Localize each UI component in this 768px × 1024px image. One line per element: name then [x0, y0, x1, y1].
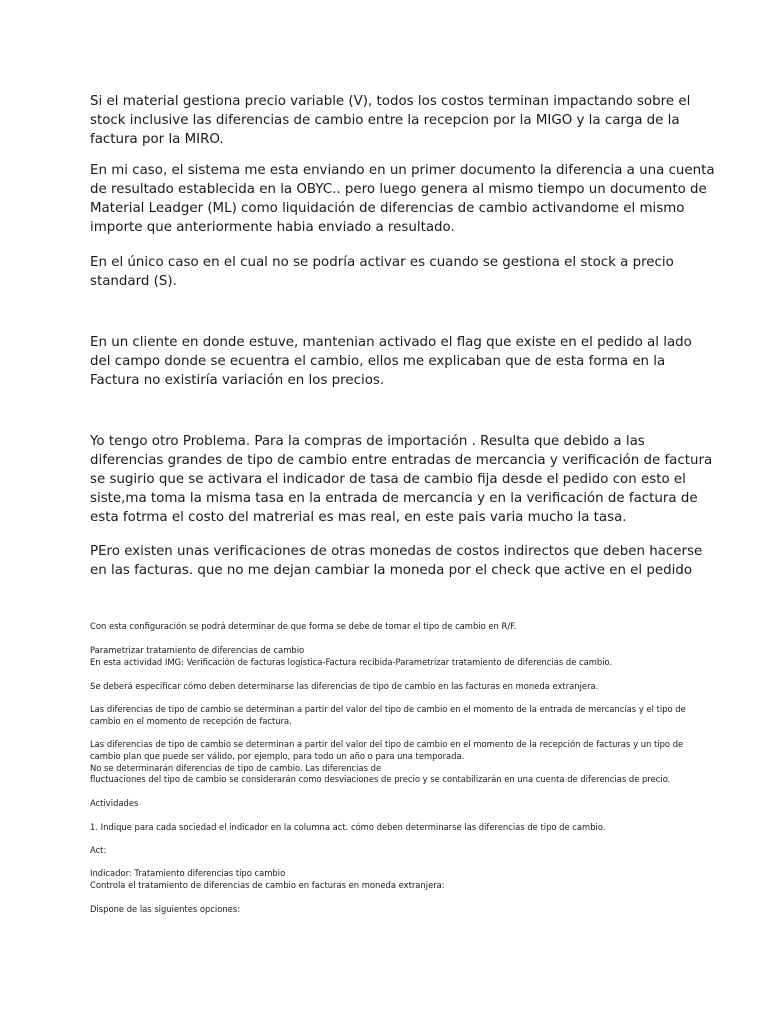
text-line: Las diferencias de tipo de cambio se determinan a partir del valor del tipo de cambio en el momento de la recepción de facturas y un tipo de [90, 739, 684, 749]
text-line: Controla el tratamiento de diferencias de cambio en facturas en moneda extranjera: [90, 879, 445, 890]
note-indique [90, 822, 690, 834]
note-entrada-mercancias [90, 704, 690, 728]
label-act [90, 845, 690, 857]
text-line: Material Leadger (ML) como liquidación de diferencias de cambio activandome el mismo [90, 201, 685, 216]
note-parametrizar [90, 645, 690, 669]
text-line: En el único caso en el cual no se podría activar es cuando se gestiona el stock a precio [90, 255, 674, 270]
text-line: Se deberá especificar cómo deben determinarse las diferencias de tipo de cambio en las facturas en moneda extranjera. [90, 681, 599, 691]
text-line: esta fotrma el costo del matrerial es mas real, en este pais varia mucho la tasa. [90, 510, 627, 525]
note-configuracion [90, 621, 690, 633]
text-line: se sugirio que se activara el indicador de tasa de cambio fija desde el pedido con esto el [90, 472, 686, 487]
paragraph-otro-problema [90, 432, 713, 527]
text-line: Si el material gestiona precio variable (V), todos los costos terminan impactando sobre el [90, 94, 691, 109]
text-line: cambio en el momento de recepción de factura. [90, 715, 292, 726]
text-line: fluctuaciones del tipo de cambio se considerarán como desviaciones de precio y se contabilizarán en una cuenta de diferencias de precio. [90, 774, 671, 785]
text-line: Yo tengo otro Problema. Para la compras de importación . Resulta que debido a las [90, 434, 645, 449]
text-line: Factura no existiría variación en los precios. [90, 373, 385, 388]
text-line: Con esta configuración se podrá determinar de que forma se debe de tomar el tipo de cambio en R/F. [90, 621, 517, 631]
paragraph-verificaciones [90, 542, 703, 580]
note-recepcion-facturas [90, 739, 690, 786]
text-line: Dispone de las siguientes opciones: [90, 904, 241, 914]
paragraph-precio-variable [90, 92, 690, 149]
text-line: 1. Indique para cada sociedad el indicador en la columna act. cómo deben determinarse las diferencias de tipo de cambio. [90, 822, 606, 832]
text-line: PEro existen unas verificaciones de otras monedas de costos indirectos que deben hacerse [90, 544, 703, 559]
text-line: Indicador: Tratamiento diferencias tipo cambio [90, 868, 286, 878]
paragraph-unico-caso [90, 253, 690, 291]
note-opciones [90, 904, 690, 916]
text-line: Actividades [90, 798, 139, 808]
text-line: importe que anteriormente habia enviado a resultado. [90, 220, 455, 235]
text-line: cambio plan que puede ser válido, por ejemplo, para todo un año o para una temporada. [90, 750, 465, 761]
text-line: factura por la MIRO. [90, 132, 224, 147]
text-line: En esta actividad IMG: Verificación de facturas logística-Factura recibida-Parametrizar tratamiento de diferencias de cambio. [90, 656, 613, 667]
text-line: Parametrizar tratamiento de diferencias de cambio [90, 645, 305, 655]
text-line: Las diferencias de tipo de cambio se determinan a partir del valor del tipo de cambio en el momento de la entrada de mercancías y el tipo de [90, 704, 686, 714]
text-line: standard (S). [90, 274, 177, 289]
paragraph-cliente [90, 333, 690, 390]
paragraph-mi-caso [90, 161, 715, 237]
text-line: diferencias grandes de tipo de cambio entre entradas de mercancia y verificación de factura [90, 453, 713, 468]
text-line: de resultado establecida en la OBYC.. pero luego genera al mismo tiempo un documento de [90, 182, 707, 197]
note-especificar [90, 681, 690, 693]
text-line: stock inclusive las diferencias de cambio entre la recepcion por la MIGO y la carga de la [90, 113, 680, 128]
text-line: del campo donde se ecuentra el cambio, ellos me explicaban que de esta forma en la [90, 354, 666, 369]
note-indicador [90, 868, 690, 892]
text-line: En mi caso, el sistema me esta enviando en un primer documento la diferencia a una cuenta [90, 163, 715, 178]
text-line: En un cliente en donde estuve, mantenian activado el flag que existe en el pedido al lado [90, 335, 692, 350]
heading-actividades [90, 798, 690, 810]
text-line: siste,ma toma la misma tasa en la entrada de mercancia y en la verificación de factura de [90, 491, 698, 506]
text-line: No se determinarán diferencias de tipo de cambio. Las diferencias de [90, 762, 382, 773]
text-line: Act: [90, 845, 107, 855]
text-line: en las facturas. que no me dejan cambiar la moneda por el check que active en el pedido [90, 563, 693, 578]
